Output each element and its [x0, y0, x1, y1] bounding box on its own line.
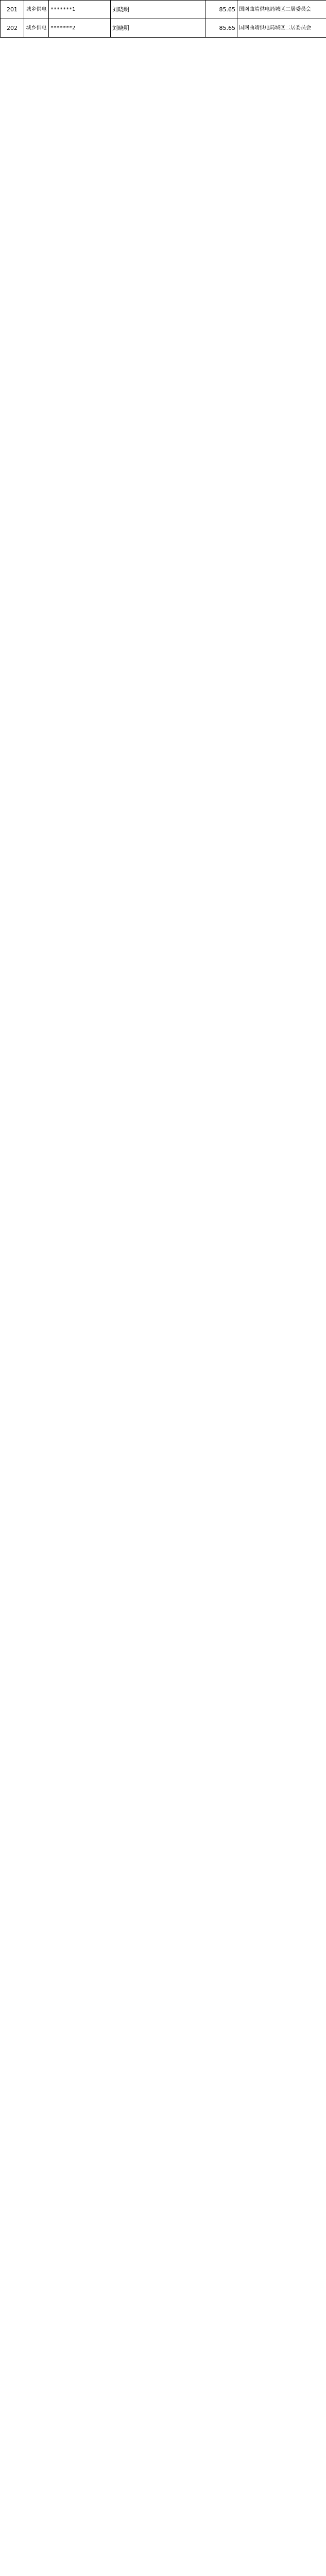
- address-cell: 国网曲靖供电局城区二居委员会: [237, 19, 326, 38]
- address-cell: 国网曲靖供电局城区二居委员会: [237, 1, 326, 19]
- row-index-cell: 202: [1, 19, 24, 38]
- table-row: [1, 1, 326, 19]
- account-number-cell: *******2: [49, 19, 111, 38]
- table-row: [1, 19, 326, 38]
- customer-name-cell: 刘晓明: [111, 1, 205, 19]
- customer-table: [0, 0, 326, 38]
- amount-cell: 85.65: [205, 19, 237, 38]
- account-number-cell: *******1: [49, 1, 111, 19]
- service-area-cell: 城乡供电: [24, 1, 49, 19]
- table-body: [1, 1, 326, 38]
- service-area-cell: 城乡供电: [24, 19, 49, 38]
- customer-name-cell: 刘晓明: [111, 19, 205, 38]
- amount-cell: 85.65: [205, 1, 237, 19]
- row-index-cell: 201: [1, 1, 24, 19]
